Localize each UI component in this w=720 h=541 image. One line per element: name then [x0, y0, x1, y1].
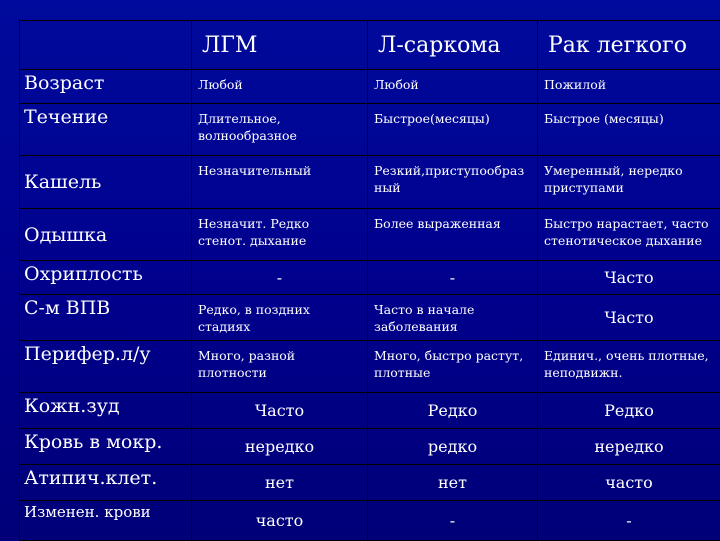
table-cell: Редко, в поздних стадиях: [192, 295, 368, 341]
table-cell: Незначит. Редко стенот. дыхание: [192, 209, 368, 261]
table-cell: Много, быстро растут, плотные: [368, 341, 538, 393]
header-cell-empty: [20, 21, 192, 70]
row-label: Кашель: [20, 156, 192, 209]
table-cell: Часто: [538, 261, 720, 295]
table-cell: нередко: [538, 429, 720, 465]
table-cell: нередко: [192, 429, 368, 465]
row-label: Атипич.клет.: [20, 465, 192, 501]
table-cell: -: [368, 261, 538, 295]
table-cell: Часто: [192, 393, 368, 429]
row-label: Кожн.зуд: [20, 393, 192, 429]
table-cell: Любой: [368, 70, 538, 104]
table-row: [20, 70, 720, 104]
table-cell: Умеренный, нередко приступами: [538, 156, 720, 209]
table-cell: Много, разной плотности: [192, 341, 368, 393]
table-cell: нет: [192, 465, 368, 501]
table-row: [20, 156, 720, 209]
table-cell: Длительное, волнообразное: [192, 104, 368, 156]
table-cell: Редко: [538, 393, 720, 429]
header-cell-lgm: ЛГМ: [192, 21, 368, 70]
table-row: [20, 501, 720, 541]
header-row: [20, 21, 720, 70]
table-cell: нет: [368, 465, 538, 501]
table-cell: Любой: [192, 70, 368, 104]
table-cell: часто: [538, 465, 720, 501]
table-row: [20, 104, 720, 156]
table-cell: Единич., очень плотные, неподвижн.: [538, 341, 720, 393]
table-row: [20, 393, 720, 429]
table-cell: -: [192, 261, 368, 295]
table-row: [20, 295, 720, 341]
table-cell: Быстрое(месяцы): [368, 104, 538, 156]
table-cell: Часто в начале заболевания: [368, 295, 538, 341]
table-cell: редко: [368, 429, 538, 465]
row-label: Изменен. крови: [20, 501, 192, 541]
row-label: Перифер.л/у: [20, 341, 192, 393]
row-label: Охриплость: [20, 261, 192, 295]
table-cell: Пожилой: [538, 70, 720, 104]
table-cell: Быстрое (месяцы): [538, 104, 720, 156]
row-label: Кровь в мокр.: [20, 429, 192, 465]
table-row: [20, 261, 720, 295]
row-label: С-м ВПВ: [20, 295, 192, 341]
row-label: Течение: [20, 104, 192, 156]
header-cell-l-sarcoma: Л-саркома: [368, 21, 538, 70]
row-label: Одышка: [20, 209, 192, 261]
table-cell: -: [538, 501, 720, 541]
table-cell: Редко: [368, 393, 538, 429]
table-cell: Быстро нарастает, часто стенотическое дыхание: [538, 209, 720, 261]
table-row: [20, 465, 720, 501]
table-row: [20, 209, 720, 261]
comparison-table: [19, 20, 720, 541]
table-cell: Резкий,приступообразный: [368, 156, 538, 209]
table-cell: Часто: [538, 295, 720, 341]
table-cell: Незначительный: [192, 156, 368, 209]
table-cell: -: [368, 501, 538, 541]
table-cell: Более выраженная: [368, 209, 538, 261]
table-cell: часто: [192, 501, 368, 541]
table-row: [20, 429, 720, 465]
row-label: Возраст: [20, 70, 192, 104]
table-row: [20, 341, 720, 393]
header-cell-lung-cancer: Рак легкого: [538, 21, 720, 70]
